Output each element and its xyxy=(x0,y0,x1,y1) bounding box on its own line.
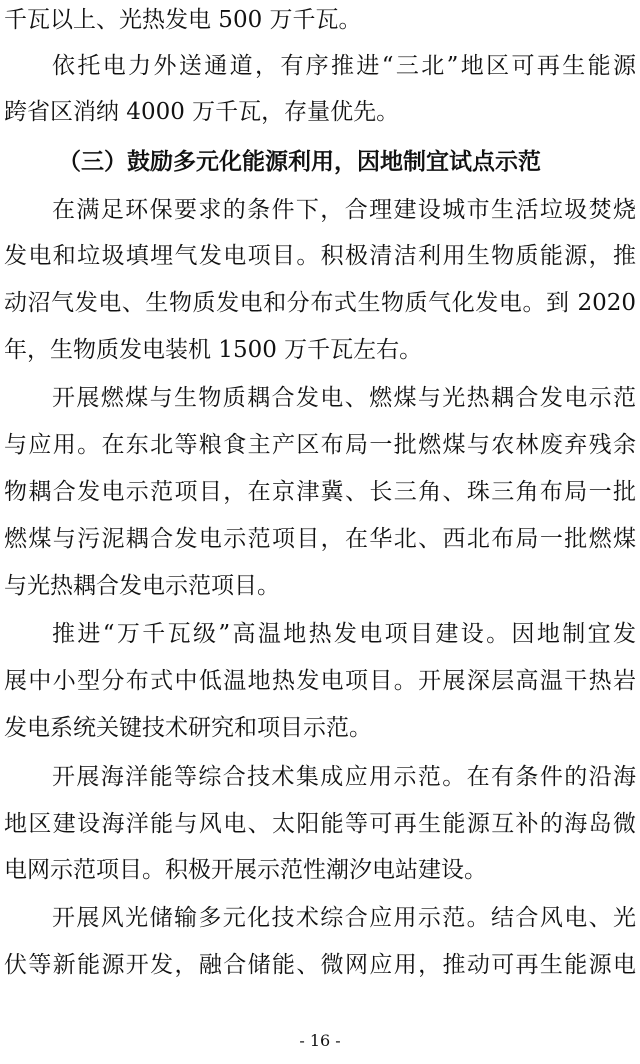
paragraph-line: 与光热耦合发电示范项目。 xyxy=(4,573,280,599)
section-heading: （三）鼓励多元化能源利用，因地制宜试点示范 xyxy=(58,148,541,175)
paragraph-line: 与应用。在东北等粮食主产区布局一批燃煤与农林废弃残余 xyxy=(4,432,636,458)
paragraph-line: 发电和垃圾填埋气发电项目。积极清洁利用生物质能源，推 xyxy=(4,243,636,269)
paragraph-line: 地区建设海洋能与风电、太阳能等可再生能源互补的海岛微 xyxy=(4,811,636,837)
paragraph-line: 展中小型分布式中低温地热发电项目。开展深层高温干热岩 xyxy=(4,668,636,694)
paragraph-line: 伏等新能源开发，融合储能、微网应用，推动可再生能源电 xyxy=(4,952,636,978)
paragraph-line: 在满足环保要求的条件下，合理建设城市生活垃圾焚烧 xyxy=(52,197,636,223)
paragraph-line: 开展海洋能等综合技术集成应用示范。在有条件的沿海 xyxy=(52,764,636,790)
paragraph-line: 开展燃煤与生物质耦合发电、燃煤与光热耦合发电示范 xyxy=(52,385,636,411)
paragraph-line: 跨省区消纳 4000 万千瓦，存量优先。 xyxy=(4,99,400,125)
paragraph-line: 发电系统关键技术研究和项目示范。 xyxy=(4,715,372,741)
paragraph-line: 开展风光储输多元化技术综合应用示范。结合风电、光 xyxy=(52,905,636,931)
paragraph-line: 电网示范项目。积极开展示范性潮汐电站建设。 xyxy=(4,857,487,883)
paragraph-line: 千瓦以上、光热发电 500 万千瓦。 xyxy=(4,7,362,33)
page-number: - 16 - xyxy=(299,1031,341,1050)
paragraph-line: 推进“万千瓦级”高温地热发电项目建设。因地制宜发 xyxy=(52,621,636,647)
paragraph-line: 燃煤与污泥耦合发电示范项目，在华北、西北布局一批燃煤 xyxy=(4,526,636,552)
paragraph-line: 动沼气发电、生物质发电和分布式生物质气化发电。到 2020 xyxy=(4,290,636,316)
paragraph-line: 依托电力外送通道，有序推进“三北”地区可再生能源 xyxy=(52,53,636,79)
paragraph-line: 物耦合发电示范项目，在京津冀、长三角、珠三角布局一批 xyxy=(4,479,636,505)
paragraph-line: 年，生物质发电装机 1500 万千瓦左右。 xyxy=(4,337,423,363)
